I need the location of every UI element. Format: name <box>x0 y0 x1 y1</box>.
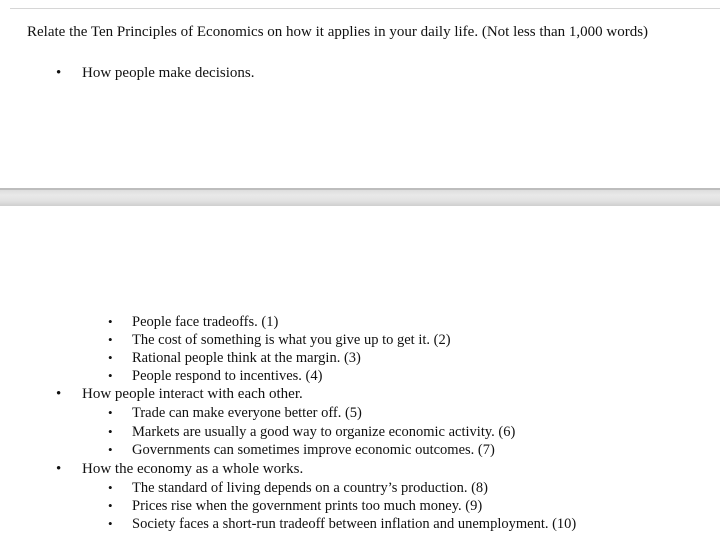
page-break-separator <box>0 188 720 206</box>
bullet-economy-heading <box>56 460 304 478</box>
bullet-icon: • <box>108 516 113 531</box>
list-item <box>108 497 483 515</box>
top-divider <box>10 8 720 9</box>
bullet-icon: • <box>56 65 62 81</box>
bullet-interact-heading <box>56 385 303 403</box>
list-item-text: The standard of living depends on a country’s production. (8) <box>132 480 488 496</box>
list-item-text: Trade can make everyone better off. (5) <box>132 405 362 421</box>
list-item <box>108 367 323 385</box>
list-item-text: Prices rise when the government prints too much money. (9) <box>132 498 483 514</box>
list-item <box>108 515 577 533</box>
list-item-text: Rational people think at the margin. (3) <box>132 350 361 366</box>
list-item <box>108 479 488 497</box>
bullet-icon: • <box>108 498 113 513</box>
list-item <box>108 331 451 349</box>
bullet-decisions-heading <box>56 64 255 82</box>
list-item <box>108 313 279 331</box>
list-item-text: People face tradeoffs. (1) <box>132 314 279 330</box>
bullet-icon: • <box>56 461 62 477</box>
list-item-text: Governments can sometimes improve economic outcomes. (7) <box>132 442 495 458</box>
bullet-icon: • <box>108 350 113 365</box>
bullet-icon: • <box>56 386 62 402</box>
bullet-icon: • <box>108 405 113 420</box>
list-item <box>108 423 516 441</box>
list-item <box>108 404 362 422</box>
bullet-icon: • <box>108 424 113 439</box>
bullet-icon: • <box>108 368 113 383</box>
bullet-icon: • <box>108 332 113 347</box>
list-item-text: Society faces a short-run tradeoff between inflation and unemployment. (10) <box>132 516 577 532</box>
bullet-icon: • <box>108 442 113 457</box>
bullet-text: How the economy as a whole works. <box>82 461 304 477</box>
list-item <box>108 441 495 459</box>
list-item-text: People respond to incentives. (4) <box>132 368 323 384</box>
bullet-icon: • <box>108 314 113 329</box>
list-item-text: Markets are usually a good way to organize economic activity. (6) <box>132 424 516 440</box>
bullet-text: How people make decisions. <box>82 65 255 81</box>
list-item <box>108 349 361 367</box>
list-item-text: The cost of something is what you give up to get it. (2) <box>132 332 451 348</box>
bullet-text: How people interact with each other. <box>82 386 303 402</box>
assignment-question: Relate the Ten Principles of Economics on how it applies in your daily life. (Not less than 1,000 words) <box>27 24 649 40</box>
bullet-icon: • <box>108 480 113 495</box>
